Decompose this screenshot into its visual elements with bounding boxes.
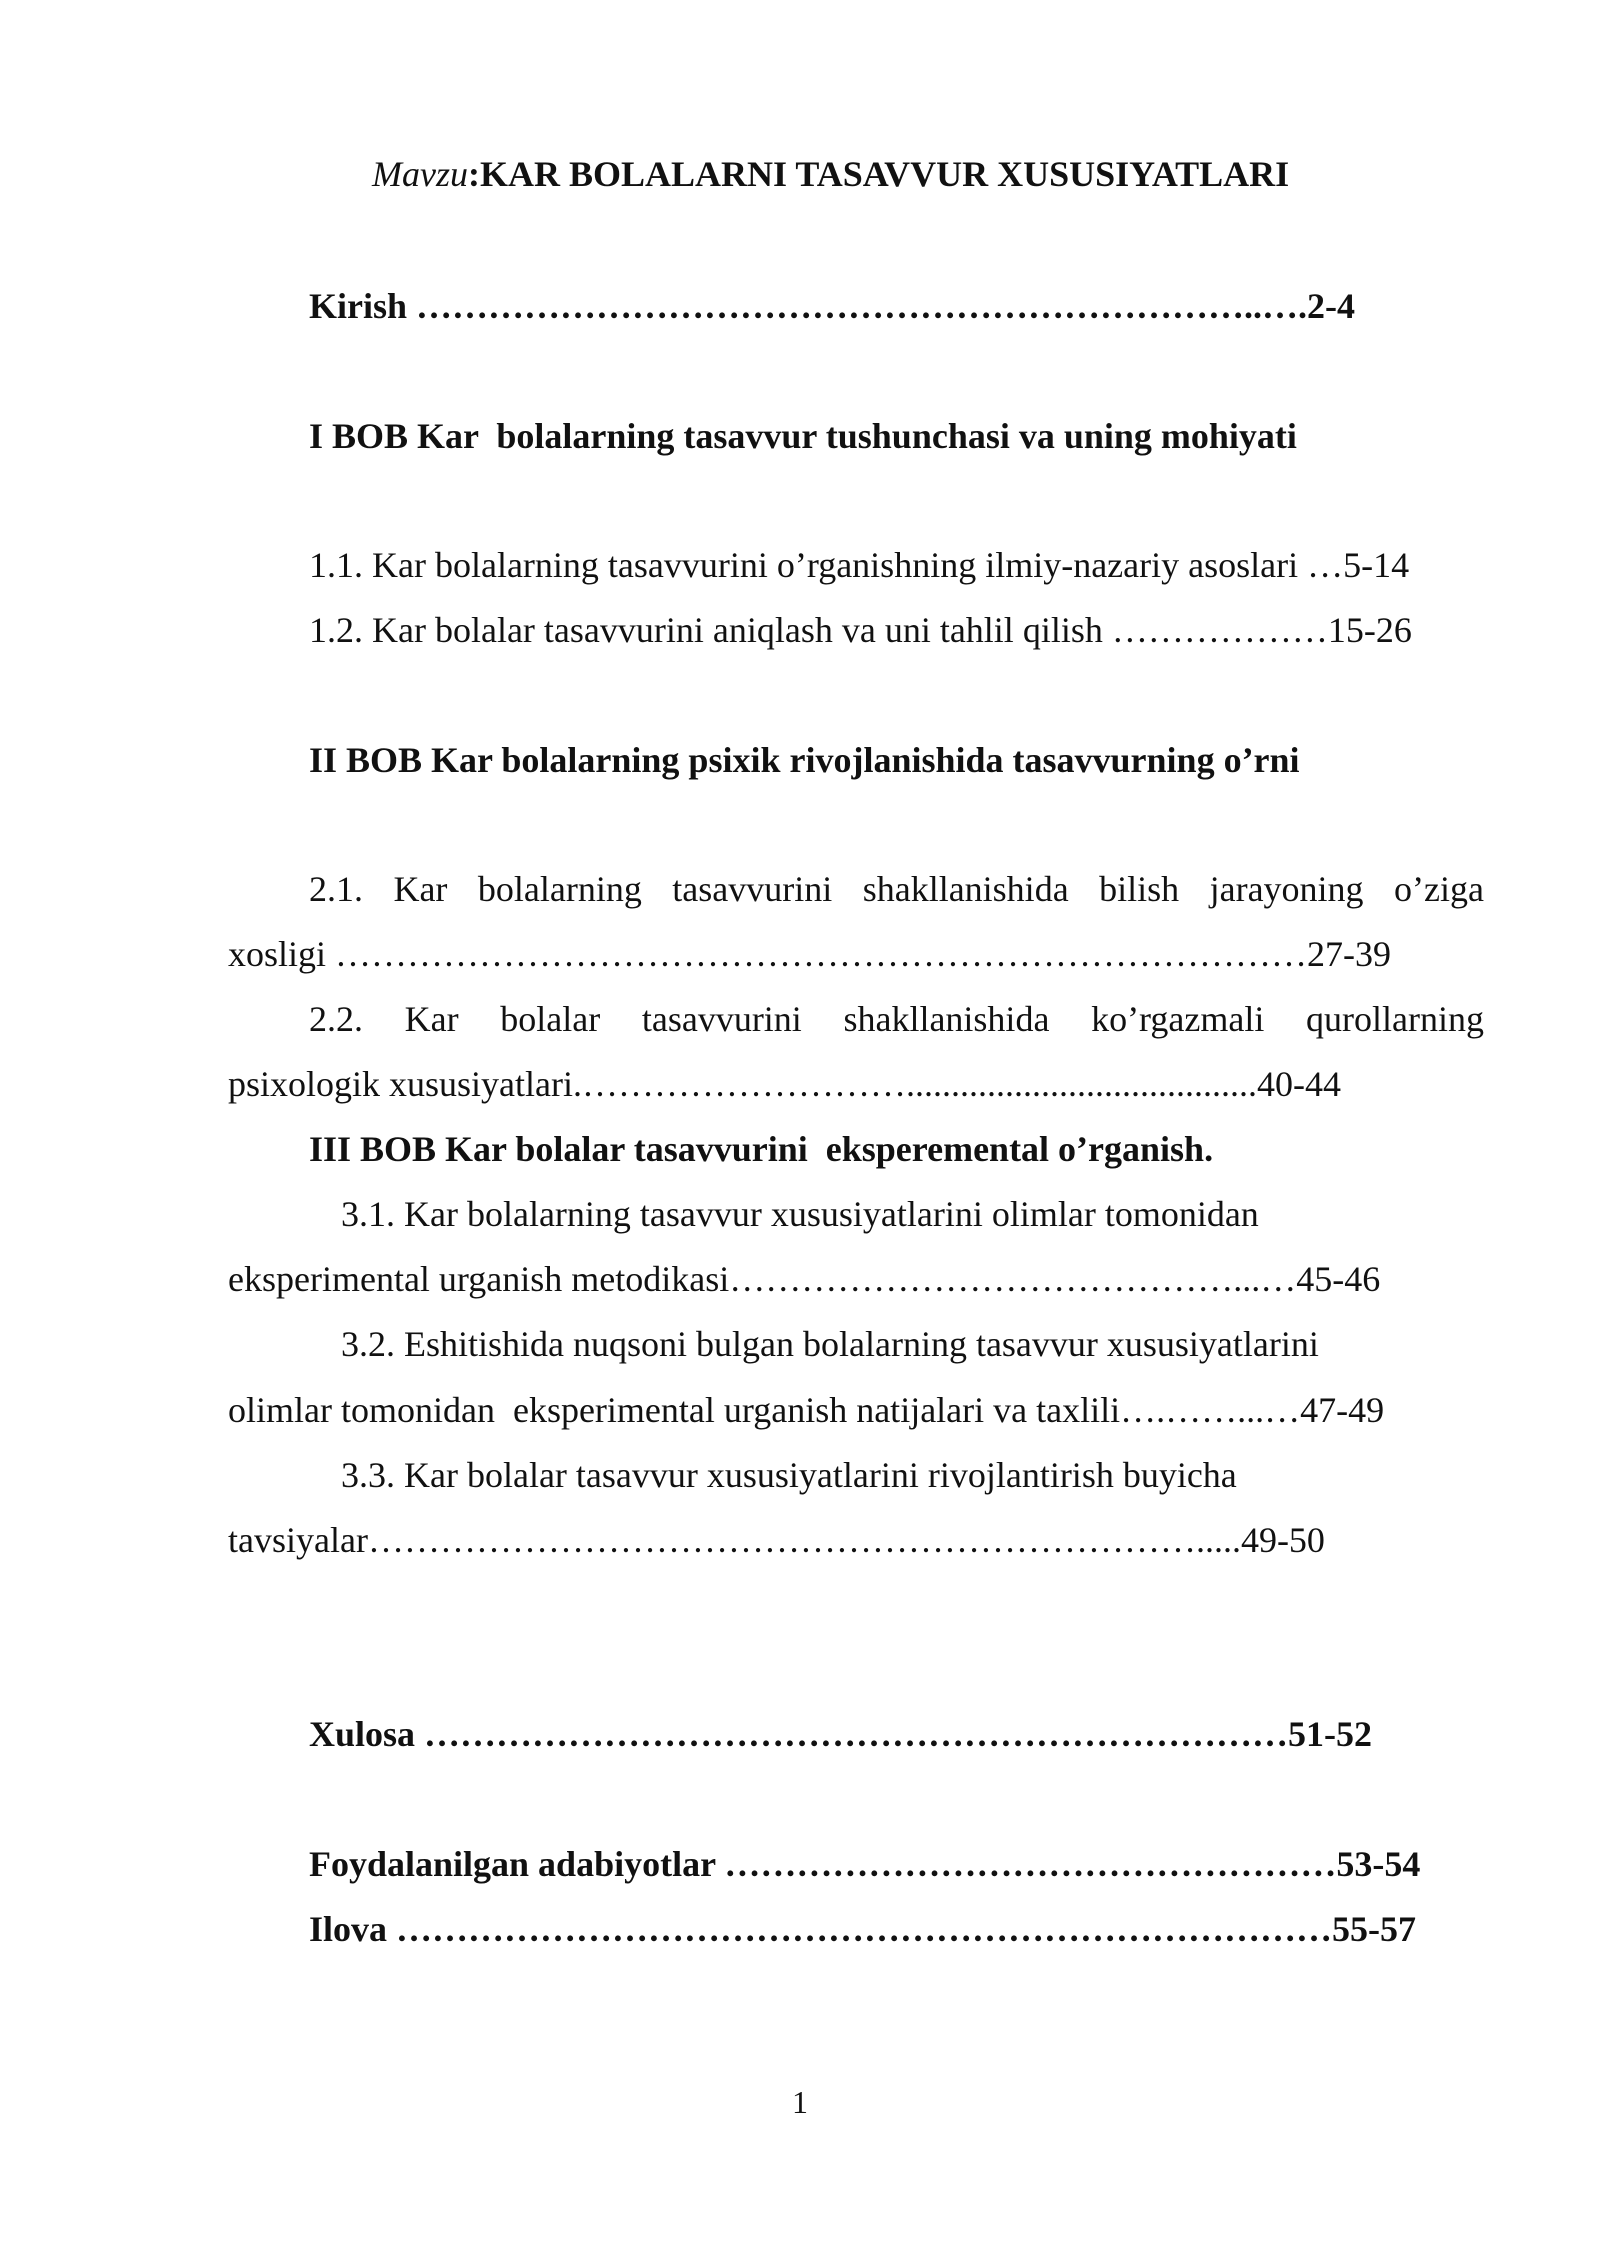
toc-section-2-2-line2: psixologik xususiyatlari.……………………….......................................40-44 — [228, 1064, 1341, 1104]
word: Kar — [393, 869, 448, 909]
word: 2.1. — [309, 869, 363, 909]
toc-bob2-heading: II BOB Kar bolalarning psixik rivojlanishida tasavvurning o’rni — [309, 740, 1300, 780]
toc-section-3-2-line1: 3.2. Eshitishida nuqsoni bulgan bolalarning tasavvur xususiyatlarini — [341, 1324, 1319, 1364]
toc-section-2-2-line1 — [309, 997, 1484, 1041]
word: ko’rgazmali — [1091, 999, 1265, 1039]
toc-adabiyotlar: Foydalanilgan adabiyotlar ……………………………………………53-54 — [309, 1844, 1421, 1884]
title-prefix: Mavzu — [372, 154, 468, 194]
word: qurollarning — [1305, 999, 1484, 1039]
word: bilish — [1099, 869, 1180, 909]
toc-section-3-3-line2: tavsiyalar…………………………………………………………….....49-50 — [228, 1520, 1325, 1560]
toc-section-3-2-line2: olimlar tomonidan eksperimental urganish natijalari va taxlili….……...…47-49 — [228, 1390, 1385, 1430]
title-colon: : — [467, 154, 480, 194]
toc-section-1-2: 1.2. Kar bolalar tasavvurini aniqlash va uni tahlil qilish ………………15-26 — [309, 610, 1412, 650]
document-title — [372, 152, 1289, 196]
toc-section-2-1-line2: xosligi ………………………………………………………………………27-39 — [228, 934, 1392, 974]
toc-xulosa: Xulosa ………………………………………………………………51-52 — [309, 1714, 1373, 1754]
title-main: KAR BOLALARNI TASAVVUR XUSUSIYATLARI — [479, 154, 1290, 194]
toc-bob3-heading: III BOB Kar bolalar tasavvurini eksperemental o’rganish. — [309, 1129, 1214, 1169]
word: tasavvurini — [672, 869, 833, 909]
word: jarayoning — [1209, 869, 1364, 909]
toc-section-3-1-line1: 3.1. Kar bolalarning tasavvur xususiyatlarini olimlar tomonidan — [341, 1194, 1259, 1234]
toc-section-3-1-line2: eksperimental urganish metodikasi……………………………………...…45-46 — [228, 1259, 1381, 1299]
toc-section-3-3-line1: 3.3. Kar bolalar tasavvur xususiyatlarini rivojlantirish buyicha — [341, 1455, 1237, 1495]
word: shakllanishida — [862, 869, 1069, 909]
word: 2.2. — [309, 999, 363, 1039]
word: shakllanishida — [843, 999, 1050, 1039]
word: bolalar — [500, 999, 601, 1039]
word: o’ziga — [1394, 869, 1484, 909]
toc-ilova: Ilova ……………………………………………………………………55-57 — [309, 1909, 1416, 1949]
page-number: 1 — [792, 2084, 808, 2120]
word: Kar — [404, 999, 459, 1039]
toc-section-2-1-line1 — [309, 867, 1484, 911]
toc-kirish: Kirish ……………………………………………………………..….2-4 — [309, 286, 1356, 326]
word: bolalarning — [477, 869, 642, 909]
word: tasavvurini — [641, 999, 802, 1039]
toc-section-1-1: 1.1. Kar bolalarning tasavvurini o’rganishning ilmiy-nazariy asoslari …5-14 — [309, 545, 1410, 585]
toc-bob1-heading: I BOB Kar bolalarning tasavvur tushunchasi va uning mohiyati — [309, 416, 1297, 456]
